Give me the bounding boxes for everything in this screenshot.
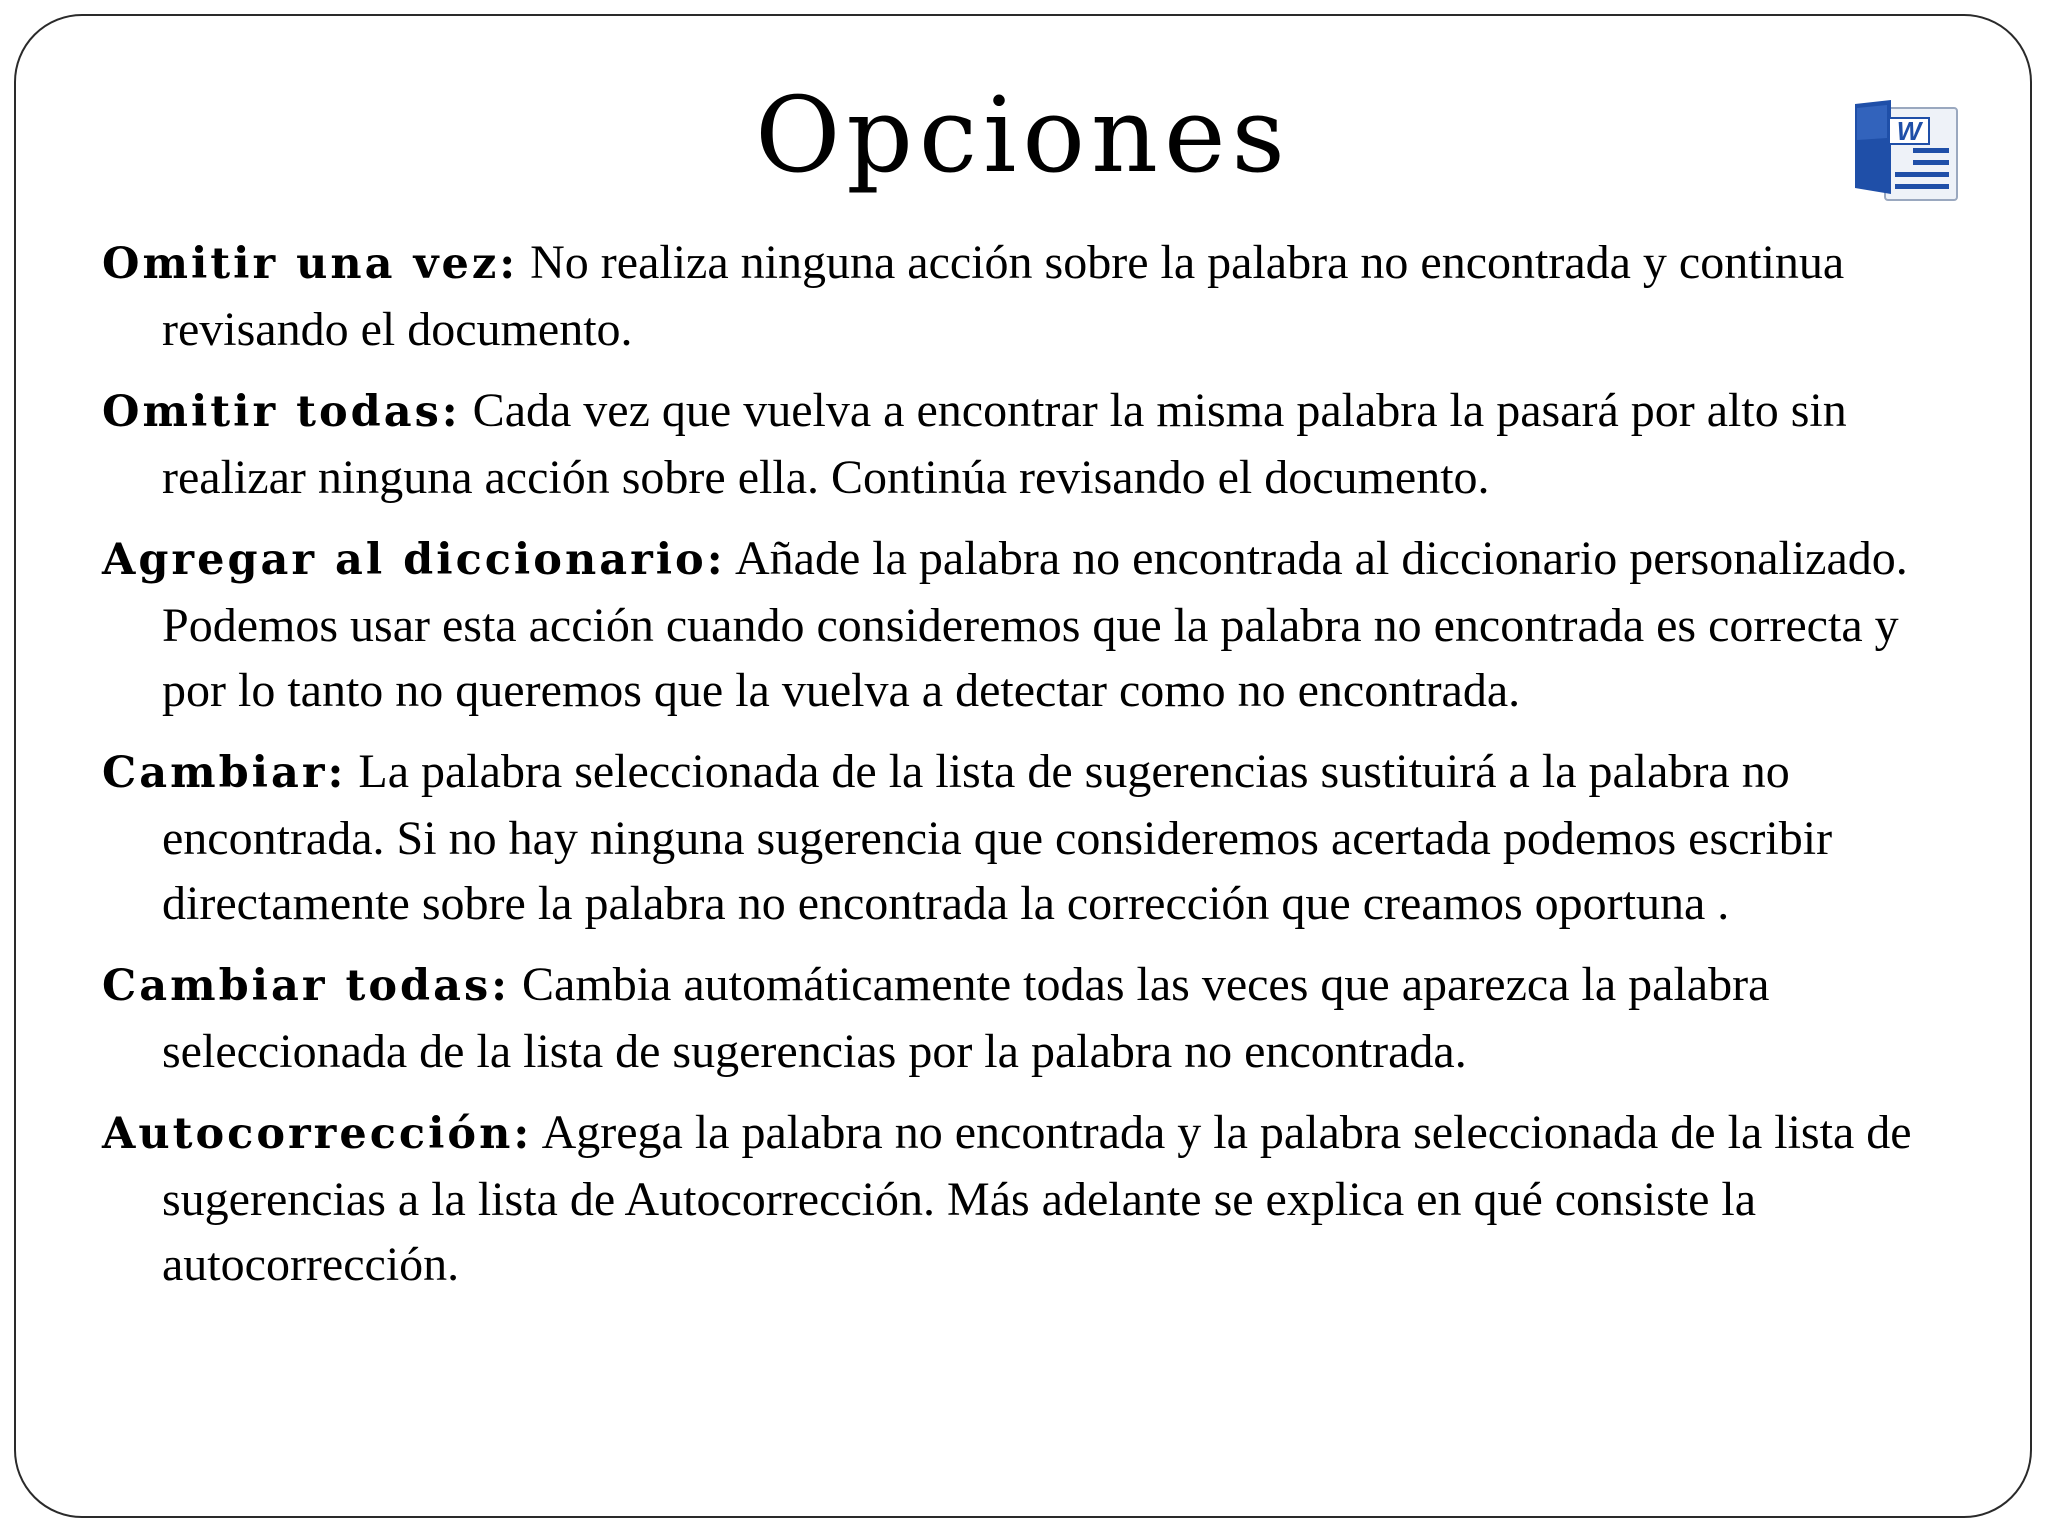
options-list bbox=[102, 230, 1962, 1313]
option-term: Omitir todas: bbox=[102, 387, 461, 437]
option-description: No realiza ninguna acción sobre la palabra no encontrada y continua revisando el documento. bbox=[162, 236, 1845, 356]
option-entry bbox=[102, 739, 1962, 936]
option-description: Agrega la palabra no encontrada y la palabra seleccionada de la lista de sugerencias a la lista de Autocorrección. Más adelante se explica en qué consiste la autocorrección. bbox=[162, 1106, 1912, 1291]
option-entry bbox=[102, 526, 1962, 723]
option-term: Cambiar: bbox=[102, 748, 347, 798]
option-term: Agregar al diccionario: bbox=[102, 535, 726, 585]
option-description: Añade la palabra no encontrada al diccionario personalizado. Podemos usar esta acción cuando consideremos que la palabra no encontrada es correcta y por lo tanto no queremos que la vuelva a detectar como no encontrada. bbox=[162, 532, 1908, 717]
slide bbox=[14, 14, 2032, 1518]
word-logo-icon bbox=[1851, 98, 1963, 208]
word-logo-letter: W bbox=[1896, 116, 1922, 146]
option-entry bbox=[102, 952, 1962, 1084]
option-description: Cambia automáticamente todas las veces que aparezca la palabra seleccionada de la lista de sugerencias por la palabra no encontrada. bbox=[162, 958, 1770, 1078]
option-entry bbox=[102, 230, 1962, 362]
option-description: La palabra seleccionada de la lista de sugerencias sustituirá a la palabra no encontrada. Si no hay ninguna sugerencia que consideremos acertada podemos escribir directamente sobre la palabra no encontrada la corrección que creamos oportuna . bbox=[162, 745, 1833, 930]
option-term: Omitir una vez: bbox=[102, 239, 519, 289]
option-term: Autocorrección: bbox=[102, 1109, 533, 1159]
option-entry bbox=[102, 378, 1962, 510]
slide-title: Opciones bbox=[755, 74, 1291, 196]
option-entry bbox=[102, 1100, 1962, 1297]
option-term: Cambiar todas: bbox=[102, 961, 511, 1011]
option-description: Cada vez que vuelva a encontrar la misma palabra la pasará por alto sin realizar ninguna acción sobre ella. Continúa revisando el documento. bbox=[162, 384, 1847, 504]
